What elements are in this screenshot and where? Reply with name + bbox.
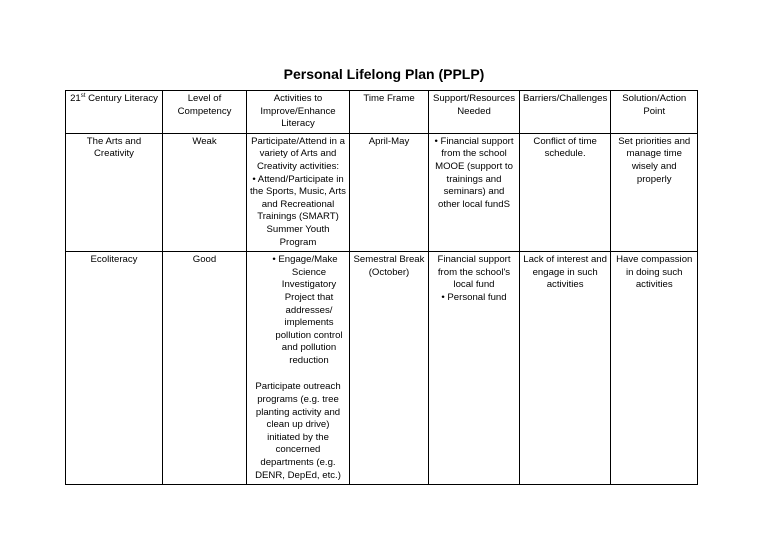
cell-timeframe: Semestral Break (October) [350, 252, 429, 485]
cell-support [429, 252, 520, 485]
header-literacy: 21st Century Literacy [66, 91, 163, 134]
header-support: Support/Resources Needed [429, 91, 520, 134]
table-row [66, 252, 698, 485]
activities-extra: Participate outreach programs (e.g. tree planting activity and clean up drive) initiated by the concerned departments (e.g. DENR, DepEd, etc.) [255, 381, 341, 481]
activities-bullet: • Engage/Make Science Investigatory Project that addresses/ implements pollution control and pollution reduction [272, 254, 343, 366]
cell-timeframe: April-May [350, 133, 429, 251]
activities-bullet: • Attend/Participate in the Sports, Music, Arts and Recreational Trainings (SMART) Summer Youth Program [250, 173, 346, 248]
header-timeframe: Time Frame [350, 91, 429, 134]
cell-literacy: Ecoliteracy [66, 252, 163, 485]
cell-solution: Set priorities and manage time wisely and properly [611, 133, 698, 251]
support-main: Financial support from the school's local fund [437, 254, 511, 291]
activities-intro: Participate/Attend in a variety of Arts and Creativity activities: [251, 135, 345, 172]
support-bullet: • Personal fund [441, 291, 507, 303]
header-competency: Level of Competency [163, 91, 247, 134]
cell-competency: Good [163, 252, 247, 485]
cell-competency: Weak [163, 133, 247, 251]
cell-literacy: The Arts and Creativity [66, 133, 163, 251]
table-row [66, 133, 698, 251]
cell-barriers: Lack of interest and engage in such activities [520, 252, 611, 485]
cell-barriers: Conflict of time schedule. [520, 133, 611, 251]
table-header-row [66, 91, 698, 134]
page-title: Personal Lifelong Plan (PPLP) [283, 66, 485, 82]
cell-support: • Financial support from the school MOOE (support to trainings and seminars) and other local fundS [429, 133, 520, 251]
cell-solution: Have compassion in doing such activities [611, 252, 698, 485]
cell-activities [247, 252, 350, 485]
lifelong-plan-table [65, 90, 698, 485]
cell-activities [247, 133, 350, 251]
header-barriers: Barriers/Challenges [520, 91, 611, 134]
header-activities: Activities to Improve/Enhance Literacy [247, 91, 350, 134]
header-solution: Solution/Action Point [611, 91, 698, 134]
